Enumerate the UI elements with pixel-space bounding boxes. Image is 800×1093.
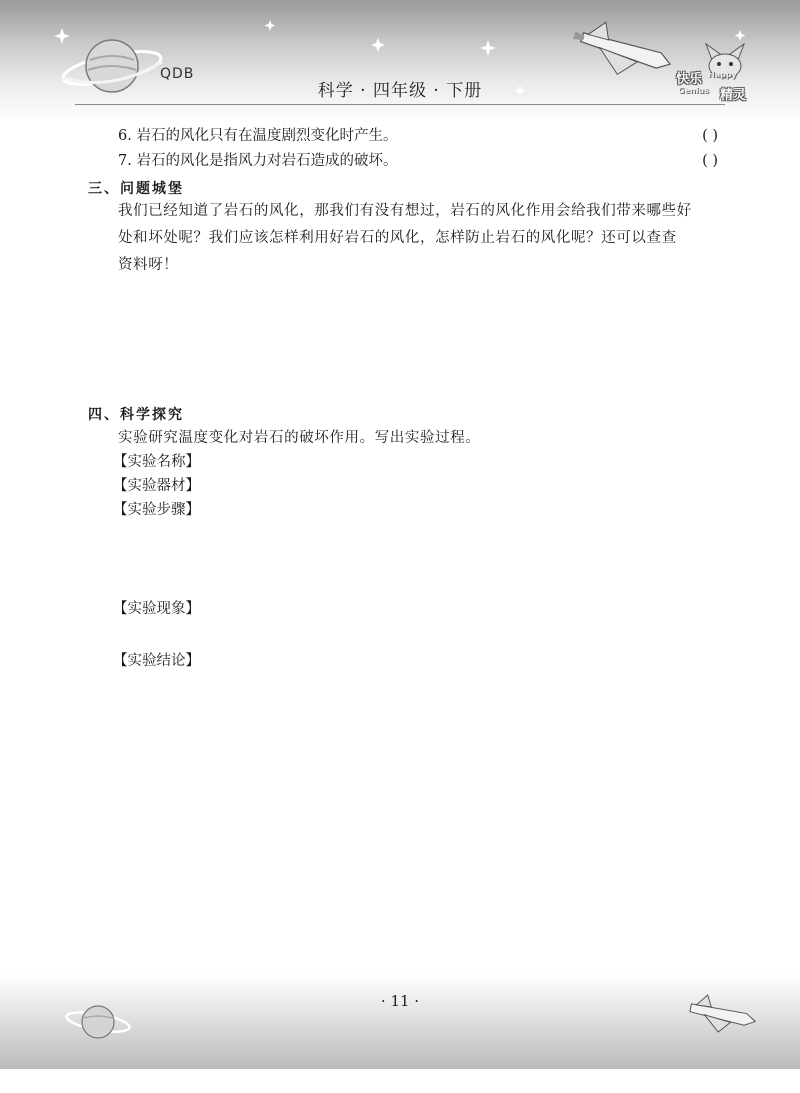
paragraph-line: 资料呀！ [118,257,179,273]
judgement-item [118,151,718,171]
brand-text: QDB [160,66,195,82]
logo-text-happy: Happy [708,70,737,79]
logo-text-jingling: 精灵 [720,88,747,103]
experiment-steps-label: 【实验步骤】 [113,502,200,518]
section-title-science-inquiry: 四、科学探究 [88,407,184,423]
answer-parentheses[interactable]: ( ) [702,128,718,144]
question-paragraph [118,198,723,279]
header-divider [75,104,725,105]
section-title-question-castle: 三、问题城堡 [88,181,184,197]
planet-icon [65,1006,131,1038]
experiment-name-label: 【实验名称】 [113,454,200,470]
experiment-materials-label: 【实验器材】 [113,478,200,494]
happy-genius-logo [676,68,762,106]
paragraph-line: 我们已经知道了岩石的风化，那我们有没有想过，岩石的风化作用会给我们带来哪些好 [118,203,692,219]
page-number: · 11 · [380,992,420,1010]
answer-parentheses[interactable]: ( ) [702,153,718,169]
experiment-phenomenon-label: 【实验现象】 [113,601,200,617]
judgement-text: 6. 岩石的风化只有在温度剧烈变化时产生。 [118,128,398,144]
logo-text-genius: Genius [678,86,709,95]
experiment-instruction: 实验研究温度变化对岩石的破坏作用。写出实验过程。 [118,430,481,446]
page-header-title: 科学 · 四年级 · 下册 [317,81,483,101]
judgement-text: 7. 岩石的风化是指风力对岩石造成的破坏。 [118,153,398,169]
footer-decorations [0,974,800,1069]
experiment-conclusion-label: 【实验结论】 [113,653,200,669]
paragraph-line: 处和坏处呢？我们应该怎样利用好岩石的风化，怎样防止岩石的风化呢？还可以查查 [118,230,677,246]
logo-text-kuaile: 快乐 [676,72,703,87]
judgement-item [118,126,718,146]
